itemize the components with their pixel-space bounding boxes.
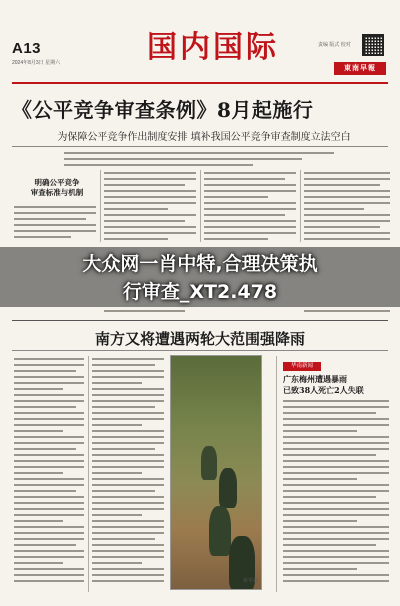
- text-line: [14, 472, 63, 474]
- text-line: [204, 220, 296, 222]
- text-line: [14, 424, 84, 426]
- banner-text: [0, 250, 400, 306]
- banner-line2: 行审查_XT2.478: [122, 281, 278, 303]
- article1-col4: [304, 172, 390, 244]
- text-line: [92, 430, 164, 432]
- text-line: [283, 544, 376, 546]
- page-number: A13: [12, 40, 42, 57]
- text-line: [92, 412, 164, 414]
- text-line: [14, 230, 96, 232]
- text-line: [14, 550, 84, 552]
- text-line: [14, 364, 84, 366]
- text-line: [104, 208, 168, 210]
- text-line: [204, 196, 268, 198]
- text-line: [14, 442, 84, 444]
- text-line: [92, 466, 164, 468]
- text-line: [14, 224, 96, 226]
- text-line: [304, 232, 390, 234]
- text-line: [14, 562, 63, 564]
- photo-figure: [209, 506, 231, 556]
- text-line: [14, 218, 86, 220]
- text-line: [92, 388, 164, 390]
- text-line: [92, 478, 164, 480]
- text-line: [283, 442, 389, 444]
- text-line: [283, 556, 389, 558]
- text-line: [283, 454, 376, 456]
- text-line: [283, 466, 389, 468]
- sidebox-title-line1: 明确公平竞争: [34, 178, 80, 187]
- masthead: [0, 0, 400, 82]
- text-line: [283, 538, 389, 540]
- text-line: [283, 478, 357, 480]
- text-line: [283, 472, 389, 474]
- edition-meta: 2024年8月3日 星期六: [12, 60, 61, 66]
- text-line: [92, 454, 164, 456]
- text-line: [92, 370, 164, 372]
- text-line: [14, 496, 84, 498]
- text-line: [92, 568, 164, 570]
- text-line: [14, 400, 84, 402]
- text-line: [283, 562, 389, 564]
- text-line: [304, 172, 390, 174]
- text-line: [14, 568, 84, 570]
- text-line: [92, 418, 164, 420]
- text-line: [283, 502, 389, 504]
- text-line: [92, 520, 164, 522]
- text-line: [283, 580, 389, 582]
- text-line: [92, 502, 164, 504]
- text-line: [14, 466, 84, 468]
- text-line: [104, 196, 196, 198]
- article2-col2: [92, 358, 164, 586]
- text-line: [14, 556, 84, 558]
- photo-credit: 新华社: [243, 578, 259, 584]
- text-line: [14, 538, 84, 540]
- text-line: [14, 212, 96, 214]
- text-line: [204, 208, 296, 210]
- editor-meta: 责编 版式 校对: [318, 42, 351, 48]
- text-line: [92, 364, 155, 366]
- masthead-rule: [12, 82, 388, 84]
- right-headline-line1: 广东梅州遭遇暴雨: [283, 374, 347, 384]
- text-line: [204, 232, 296, 234]
- text-line: [92, 460, 164, 462]
- text-line: [14, 406, 76, 408]
- text-line: [92, 400, 164, 402]
- text-line: [92, 526, 164, 528]
- article1-sidebox: [22, 178, 92, 198]
- text-line: [304, 238, 390, 240]
- text-line: [14, 430, 63, 432]
- text-line: [92, 538, 155, 540]
- article1-subheadline: 为保障公平竞争作出制度安排 填补我国公平竞争审查制度立法空白: [57, 132, 351, 143]
- column-separator: [276, 356, 277, 592]
- text-line: [64, 158, 302, 160]
- text-line: [92, 472, 142, 474]
- text-line: [64, 152, 334, 154]
- text-line: [283, 568, 357, 570]
- text-line: [14, 370, 76, 372]
- article1-lead: [64, 152, 334, 170]
- text-line: [92, 574, 164, 576]
- text-line: [14, 358, 84, 360]
- text-line: [92, 532, 164, 534]
- article1-headline: 《公平竞争审查条例》8月起施行: [12, 98, 314, 122]
- article1-col2: [104, 172, 196, 244]
- text-line: [304, 214, 390, 216]
- text-line: [283, 550, 389, 552]
- text-line: [14, 448, 76, 450]
- text-line: [204, 172, 296, 174]
- text-line: [104, 190, 196, 192]
- text-line: [104, 232, 196, 234]
- text-line: [283, 430, 357, 432]
- paper-logo: 東南早報: [334, 62, 386, 75]
- photo-figure: [201, 446, 217, 480]
- section-title: 国内国际: [147, 30, 279, 65]
- text-line: [14, 460, 84, 462]
- text-line: [283, 490, 389, 492]
- text-line: [92, 550, 164, 552]
- divider: [12, 146, 388, 147]
- text-line: [104, 220, 185, 222]
- column-separator: [100, 170, 101, 242]
- text-line: [283, 508, 389, 510]
- text-line: [204, 214, 285, 216]
- text-line: [204, 238, 268, 240]
- text-line: [283, 448, 389, 450]
- text-line: [14, 526, 84, 528]
- text-line: [92, 424, 142, 426]
- text-line: [283, 436, 389, 438]
- text-line: [304, 220, 390, 222]
- text-line: [14, 436, 84, 438]
- text-line: [204, 202, 296, 204]
- article2-headline: 南方又将遭遇两轮大范围强降雨: [94, 330, 305, 348]
- text-line: [283, 514, 389, 516]
- text-line: [92, 448, 155, 450]
- text-line: [92, 442, 164, 444]
- text-line: [304, 208, 364, 210]
- text-line: [92, 508, 164, 510]
- text-line: [14, 484, 84, 486]
- text-line: [14, 382, 84, 384]
- banner-line1: 大众网一肖中特,合理决策执: [82, 253, 318, 275]
- text-line: [92, 484, 164, 486]
- text-line: [14, 520, 63, 522]
- text-line: [92, 382, 142, 384]
- text-line: [14, 574, 84, 576]
- article1-col4-cont: [304, 310, 390, 316]
- text-line: [14, 508, 84, 510]
- text-line: [14, 490, 76, 492]
- text-line: [92, 580, 164, 582]
- right-article-tag: 华南新闻: [283, 362, 321, 371]
- text-line: [104, 238, 168, 240]
- text-line: [104, 214, 196, 216]
- text-line: [14, 206, 96, 208]
- article1-col1: [14, 206, 96, 242]
- text-line: [283, 400, 389, 402]
- text-line: [304, 226, 380, 228]
- article1-col3: [204, 172, 296, 244]
- text-line: [92, 556, 164, 558]
- text-line: [14, 388, 63, 390]
- text-line: [92, 358, 164, 360]
- text-line: [104, 178, 196, 180]
- text-line: [204, 184, 296, 186]
- right-headline-line2: 已致38人死亡2人失联: [283, 385, 364, 395]
- text-line: [204, 178, 285, 180]
- sidebox-title-line2: 审查标准与机制: [30, 188, 84, 197]
- text-line: [92, 394, 164, 396]
- text-line: [92, 406, 155, 408]
- text-line: [92, 514, 142, 516]
- text-line: [92, 496, 164, 498]
- column-separator: [88, 356, 89, 592]
- photo-figure: [219, 468, 237, 508]
- text-line: [104, 184, 185, 186]
- text-line: [14, 394, 84, 396]
- text-line: [104, 202, 196, 204]
- column-separator: [200, 170, 201, 242]
- text-line: [283, 406, 389, 408]
- text-line: [92, 562, 142, 564]
- text-line: [64, 164, 253, 166]
- right-article-headline: [283, 374, 388, 396]
- section-divider: [12, 320, 388, 321]
- qr-code-icon: [362, 34, 384, 56]
- text-line: [304, 190, 390, 192]
- text-line: [92, 544, 164, 546]
- text-line: [283, 424, 389, 426]
- text-line: [283, 460, 389, 462]
- text-line: [204, 190, 296, 192]
- text-line: [14, 502, 84, 504]
- column-separator: [300, 170, 301, 242]
- text-line: [14, 418, 84, 420]
- article2-col1: [14, 358, 84, 586]
- text-line: [14, 580, 84, 582]
- text-line: [14, 236, 71, 238]
- text-line: [104, 172, 196, 174]
- text-line: [304, 310, 390, 312]
- text-line: [304, 202, 390, 204]
- divider: [12, 350, 388, 351]
- text-line: [283, 526, 389, 528]
- text-line: [92, 436, 164, 438]
- text-line: [14, 376, 84, 378]
- text-line: [283, 574, 389, 576]
- text-line: [104, 310, 185, 312]
- text-line: [14, 532, 84, 534]
- text-line: [283, 532, 389, 534]
- text-line: [283, 418, 389, 420]
- text-line: [283, 412, 376, 414]
- text-line: [14, 454, 84, 456]
- text-line: [92, 376, 164, 378]
- text-line: [204, 226, 296, 228]
- text-line: [304, 184, 380, 186]
- article1-col2-cont: [104, 310, 196, 316]
- text-line: [92, 490, 155, 492]
- text-line: [104, 226, 196, 228]
- text-line: [304, 196, 390, 198]
- text-line: [14, 514, 84, 516]
- text-line: [14, 412, 84, 414]
- flood-photo: [170, 355, 262, 590]
- text-line: [14, 544, 76, 546]
- right-article-body: [283, 400, 389, 586]
- text-line: [283, 520, 357, 522]
- text-line: [283, 496, 376, 498]
- text-line: [14, 478, 84, 480]
- text-line: [304, 178, 390, 180]
- text-line: [283, 484, 389, 486]
